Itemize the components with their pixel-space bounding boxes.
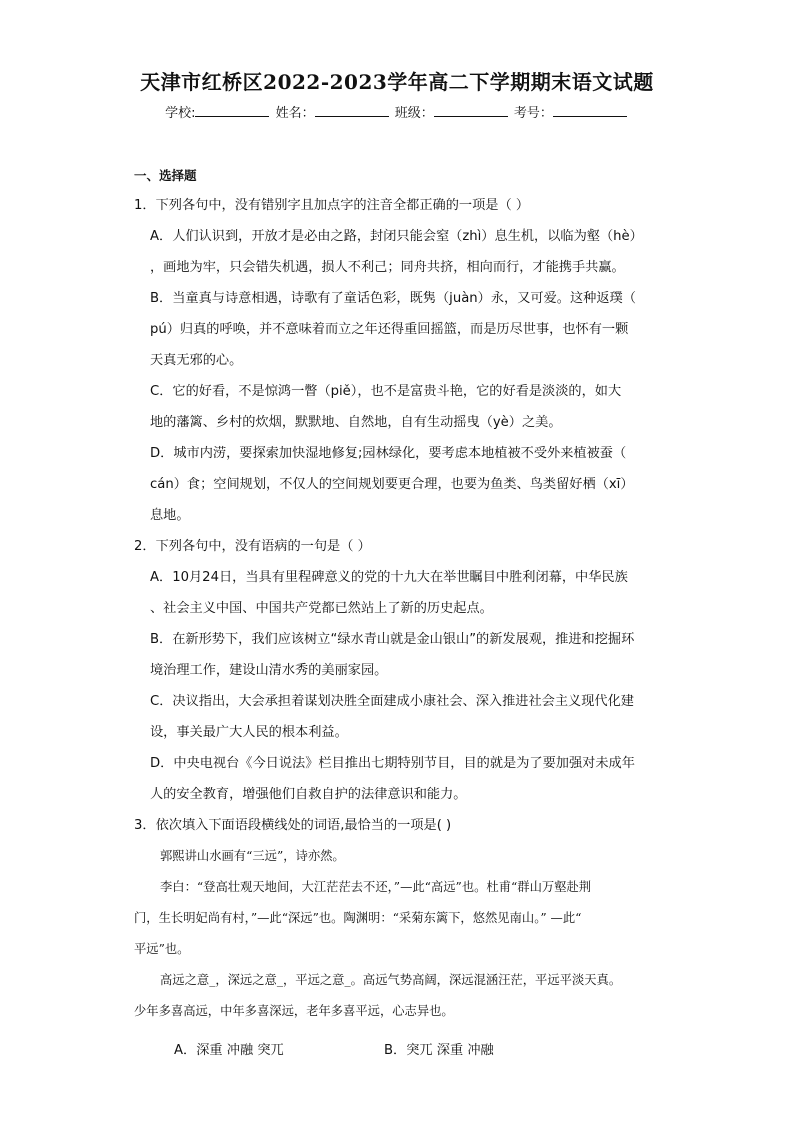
q1-option-d-line1: D．城市内涝，要探索加快湿地修复;园林绿化，要考虑本地植被不受外来植被蚕（ xyxy=(150,446,627,461)
q1-option-a-line1: A．人们认识到，开放才是必由之路，封闭只能会窒（zhì）息生机，以临为壑（hè） xyxy=(150,229,643,244)
q3-option-a: A．深重 冲融 突兀 xyxy=(174,1043,284,1058)
section-title: 一、选择题 xyxy=(134,168,197,183)
q3-passage-line5: 高远之意_，深远之意_，平远之意_。高远气势高阔，深远混涵汪茫，平远平淡天真。 xyxy=(160,973,622,987)
q3-passage-line1: 郭熙讲山水画有“三远”，诗亦然。 xyxy=(160,849,345,863)
student-info-row xyxy=(0,102,794,121)
question-body xyxy=(134,190,664,1066)
q1-option-b-line2: pú）归真的呼唤，并不意味着而立之年还得重回摇篮，而是历尽世事，也怀有一颗 xyxy=(150,322,629,337)
q1-option-b-line3: 天真无邪的心。 xyxy=(150,353,243,368)
q2-option-a-line1: A．10月24日，当具有里程碑意义的党的十九大在举世瞩目中胜利闭幕，中华民族 xyxy=(150,570,628,585)
q2-option-d-line1: D．中央电视台《今日说法》栏目推出七期特别节目，目的就是为了要加强对未成年 xyxy=(150,756,635,771)
q2-option-b-line2: 境治理工作，建设山清水秀的美丽家园。 xyxy=(150,663,388,678)
q2-option-c-line1: C．决议指出，大会承担着谋划决胜全面建成小康社会、深入推进社会主义现代化建 xyxy=(150,694,634,709)
q3-passage-line6: 少年多喜高远，中年多喜深远，老年多喜平远，心志异也。 xyxy=(134,1004,454,1018)
q1-option-d-line2: cán）食；空间规划，不仅人的空间规划要更合理，也要为鱼类、鸟类留好栖（xī） xyxy=(150,477,634,492)
number-blank[interactable] xyxy=(553,104,627,117)
class-blank[interactable] xyxy=(434,104,508,117)
q1-option-d-line3: 息地。 xyxy=(150,508,190,523)
school-blank[interactable] xyxy=(195,104,269,117)
q3-option-b: B．突兀 深重 冲融 xyxy=(384,1043,494,1058)
q2-option-c-line2: 设，事关最广大人民的根本利益。 xyxy=(150,725,348,740)
q1-option-c-line2: 地的藩篱、乡村的炊烟，默默地、自然地，自有生动摇曳（yè）之美。 xyxy=(150,415,562,430)
q3-passage-line3: 门，生长明妃尚有村，”—此“深远”也。陶渊明：“采菊东篱下，悠然见南山。” —此“ xyxy=(134,911,582,925)
q1-option-b-line1: B．当童真与诗意相遇，诗歌有了童话色彩，既隽（juàn）永，又可爱。这种返璞（ xyxy=(150,291,636,306)
q2-option-a-line2: 、社会主义中国、中国共产党都已然站上了新的历史起点。 xyxy=(150,601,493,616)
name-blank[interactable] xyxy=(315,104,389,117)
question-1-stem: 1．下列各句中，没有错别字且加点字的注音全都正确的一项是（ ） xyxy=(134,198,530,213)
number-label: 考号： xyxy=(513,106,553,121)
q3-passage-line4: 平远”也。 xyxy=(134,942,190,956)
exam-title: 天津市红桥区2022-2023学年高二下学期期末语文试题 xyxy=(140,70,654,94)
question-3-stem: 3．依次填入下面语段横线处的词语,最恰当的一项是( ) xyxy=(134,818,452,833)
q1-option-a-line2: ，画地为牢，只会错失机遇，损人不利己；同舟共挤，相向而行，才能携手共赢。 xyxy=(150,260,625,275)
class-label: 班级： xyxy=(394,106,434,121)
q1-option-c-line1: C．它的好看，不是惊鸿一瞥（piě），也不是富贵斗艳，它的好看是淡淡的，如大 xyxy=(150,384,622,399)
school-label: 学校: xyxy=(165,106,196,121)
q2-option-b-line1: B．在新形势下，我们应该树立“绿水青山就是金山银山”的新发展观，推进和挖掘环 xyxy=(150,632,635,647)
q3-passage-line2: 李白：“登高壮观天地间，大江茫茫去不还，”—此“高远”也。杜甫“群山万壑赴荆 xyxy=(160,880,592,894)
q3-options-row xyxy=(174,1035,664,1066)
name-label: 姓名： xyxy=(275,106,315,121)
question-2-stem: 2．下列各句中，没有语病的一句是（ ） xyxy=(134,539,371,554)
q2-option-d-line2: 人的安全教育，增强他们自救自护的法律意识和能力。 xyxy=(150,787,467,802)
